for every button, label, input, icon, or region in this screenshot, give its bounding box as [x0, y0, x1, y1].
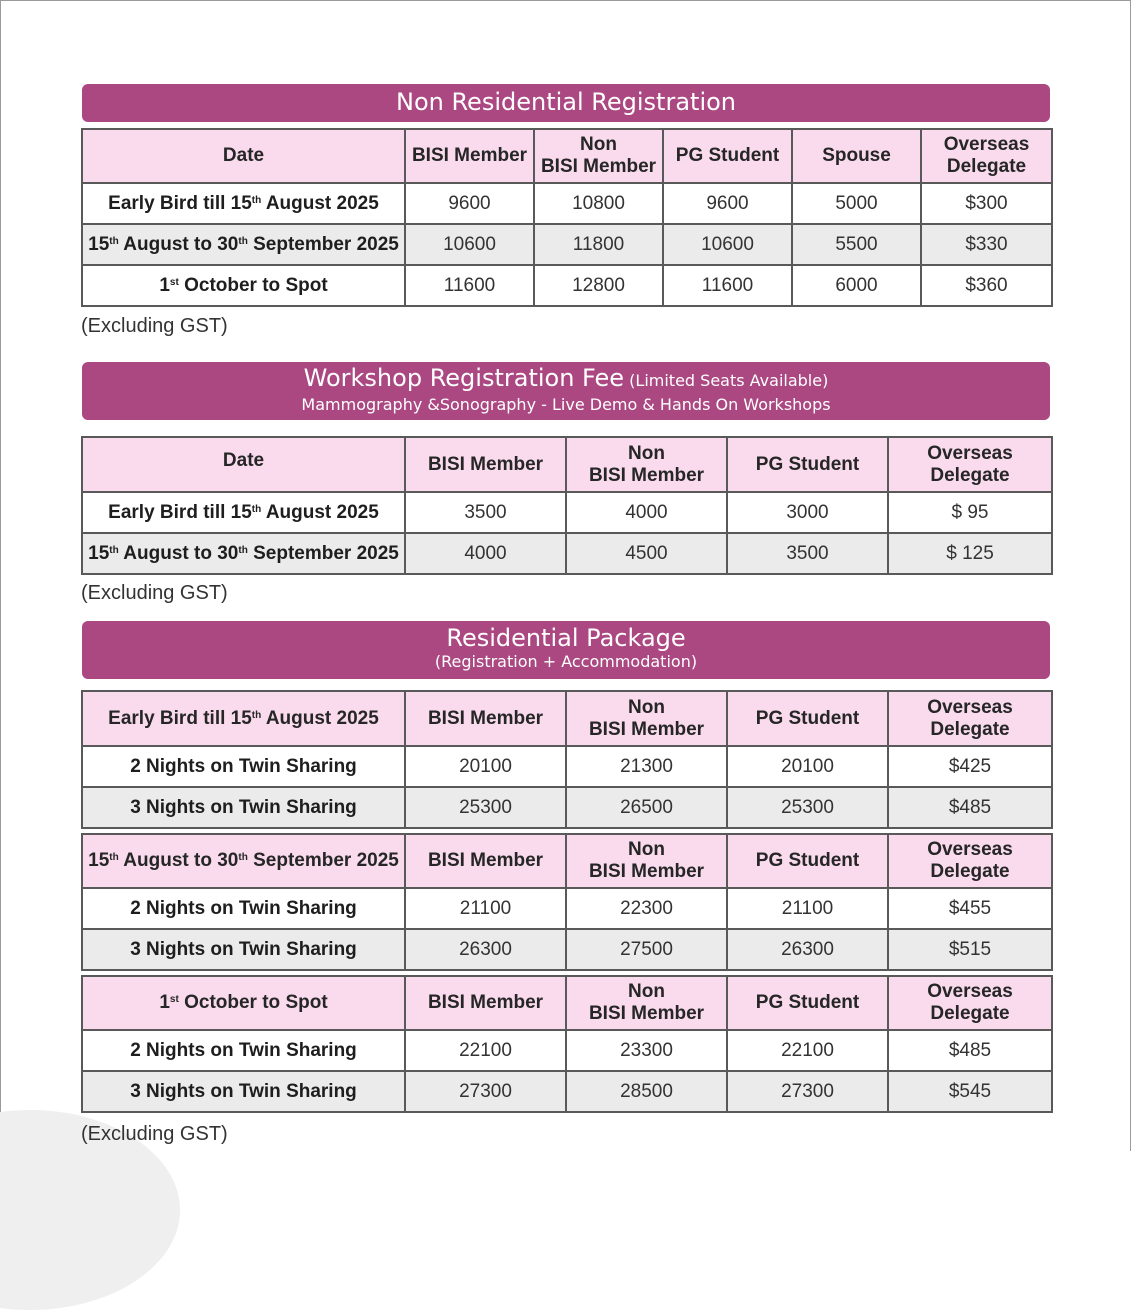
- residential-title: Residential Package: [446, 624, 686, 652]
- period-header: 1st October to Spot: [82, 976, 405, 1030]
- col-header-overseas-delegate: [888, 976, 1052, 1030]
- cell-pg-student: 21100: [727, 888, 888, 929]
- period-header: 15th August to 30th September 2025: [82, 834, 405, 888]
- col-header-non-bisi-member: [566, 834, 727, 888]
- cell-bisi-member: 11600: [405, 265, 534, 306]
- col-header-bisi-member: BISI Member: [405, 976, 566, 1030]
- cell-non-bisi-member: 27500: [566, 929, 727, 970]
- col-header-non-bisi-member: [566, 437, 727, 492]
- table-header-row: [82, 691, 1052, 746]
- residential-table-spot: [81, 975, 1053, 1113]
- workshop-title: Workshop Registration Fee: [303, 364, 625, 392]
- residential-banner: [82, 621, 1050, 679]
- header-line: Non: [628, 442, 665, 464]
- col-header-overseas-delegate: [888, 834, 1052, 888]
- cell-pg-student: 11600: [663, 265, 792, 306]
- header-line: Overseas: [927, 696, 1013, 718]
- gst-note: (Excluding GST): [81, 582, 228, 604]
- header-line: Non: [628, 696, 665, 718]
- cell-bisi-member: 21100: [405, 888, 566, 929]
- header-line: BISI Member: [588, 1003, 705, 1024]
- header-line: Delegate: [930, 861, 1010, 882]
- col-header-overseas-delegate: [888, 691, 1052, 746]
- workshop-subtitle: Mammography &Sonography - Live Demo & Hands On Workshops: [301, 395, 831, 414]
- header-line: Overseas: [927, 442, 1013, 464]
- table-row: [82, 929, 1052, 970]
- table-row: [82, 224, 1052, 265]
- cell-overseas-delegate: $ 95: [888, 492, 1052, 533]
- cell-pg-student: 20100: [727, 746, 888, 787]
- cell-bisi-member: 22100: [405, 1030, 566, 1071]
- cell-non-bisi-member: 26500: [566, 787, 727, 828]
- cell-non-bisi-member: 4000: [566, 492, 727, 533]
- table-row: [82, 492, 1052, 533]
- row-label: 2 Nights on Twin Sharing: [82, 1030, 405, 1071]
- cell-bisi-member: 10600: [405, 224, 534, 265]
- table-row: [82, 1030, 1052, 1071]
- workshop-banner: [82, 362, 1050, 420]
- row-label: 1st October to Spot: [82, 265, 405, 306]
- cell-bisi-member: 9600: [405, 183, 534, 224]
- col-header-bisi-member: BISI Member: [405, 129, 534, 183]
- table-row: [82, 533, 1052, 574]
- col-header-non-bisi-member: [566, 976, 727, 1030]
- header-line: Non: [628, 981, 665, 1002]
- col-header-pg-student: PG Student: [663, 129, 792, 183]
- header-line: Non: [580, 134, 617, 155]
- col-header-overseas-delegate: [921, 129, 1052, 183]
- cell-spouse: 6000: [792, 265, 921, 306]
- table-row: [82, 1071, 1052, 1112]
- header-line: Delegate: [930, 718, 1010, 740]
- row-label: Early Bird till 15th August 2025: [82, 183, 405, 224]
- col-header-bisi-member: BISI Member: [405, 437, 566, 492]
- row-label: 2 Nights on Twin Sharing: [82, 746, 405, 787]
- cell-bisi-member: 25300: [405, 787, 566, 828]
- header-line: BISI Member: [540, 156, 657, 177]
- cell-non-bisi-member: 22300: [566, 888, 727, 929]
- cell-overseas-delegate: $515: [888, 929, 1052, 970]
- header-line: Delegate: [946, 156, 1027, 177]
- cell-overseas-delegate: $545: [888, 1071, 1052, 1112]
- table-header-row: [82, 976, 1052, 1030]
- header-line: Non: [628, 839, 665, 860]
- row-label: 2 Nights on Twin Sharing: [82, 888, 405, 929]
- table-header-row: [82, 437, 1052, 492]
- cell-pg-student: 26300: [727, 929, 888, 970]
- gst-note: (Excluding GST): [81, 1123, 228, 1145]
- cell-bisi-member: 27300: [405, 1071, 566, 1112]
- col-header-pg-student: PG Student: [727, 976, 888, 1030]
- cell-bisi-member: 26300: [405, 929, 566, 970]
- table-header-row: [82, 129, 1052, 183]
- non-residential-banner: [82, 84, 1050, 122]
- cell-non-bisi-member: 21300: [566, 746, 727, 787]
- cell-pg-student: 3500: [727, 533, 888, 574]
- col-header-date: Date: [82, 437, 405, 492]
- cell-non-bisi-member: 23300: [566, 1030, 727, 1071]
- row-label: 3 Nights on Twin Sharing: [82, 1071, 405, 1112]
- table-header-row: [82, 834, 1052, 888]
- col-header-pg-student: PG Student: [727, 691, 888, 746]
- cell-non-bisi-member: 4500: [566, 533, 727, 574]
- table-row: [82, 888, 1052, 929]
- cell-bisi-member: 20100: [405, 746, 566, 787]
- col-header-spouse: Spouse: [792, 129, 921, 183]
- header-line: Overseas: [943, 134, 1030, 155]
- header-line: Delegate: [930, 464, 1010, 486]
- col-header-overseas-delegate: [888, 437, 1052, 492]
- col-header-bisi-member: BISI Member: [405, 691, 566, 746]
- workshop-title-note: (Limited Seats Available): [629, 371, 829, 390]
- cell-pg-student: 27300: [727, 1071, 888, 1112]
- residential-subtitle: (Registration + Accommodation): [434, 652, 698, 671]
- cell-overseas-delegate: $330: [921, 224, 1052, 265]
- table-row: [82, 183, 1052, 224]
- col-header-pg-student: PG Student: [727, 437, 888, 492]
- cell-pg-student: 3000: [727, 492, 888, 533]
- workshop-table: [81, 436, 1053, 575]
- residential-table-mid-period: [81, 833, 1053, 971]
- cell-overseas-delegate: $ 125: [888, 533, 1052, 574]
- table-row: [82, 787, 1052, 828]
- cell-pg-student: 25300: [727, 787, 888, 828]
- cell-overseas-delegate: $300: [921, 183, 1052, 224]
- cell-bisi-member: 3500: [405, 492, 566, 533]
- row-label: 3 Nights on Twin Sharing: [82, 929, 405, 970]
- cell-overseas-delegate: $360: [921, 265, 1052, 306]
- period-header: Early Bird till 15th August 2025: [82, 691, 405, 746]
- col-header-pg-student: PG Student: [727, 834, 888, 888]
- cell-spouse: 5000: [792, 183, 921, 224]
- header-line: BISI Member: [588, 718, 705, 740]
- row-label: 3 Nights on Twin Sharing: [82, 787, 405, 828]
- col-header-date: Date: [82, 129, 405, 183]
- cell-overseas-delegate: $485: [888, 1030, 1052, 1071]
- cell-non-bisi-member: 10800: [534, 183, 663, 224]
- cell-pg-student: 9600: [663, 183, 792, 224]
- col-header-non-bisi-member: [566, 691, 727, 746]
- cell-spouse: 5500: [792, 224, 921, 265]
- cell-pg-student: 10600: [663, 224, 792, 265]
- cell-non-bisi-member: 28500: [566, 1071, 727, 1112]
- table-row: [82, 265, 1052, 306]
- col-header-non-bisi-member: [534, 129, 663, 183]
- cell-overseas-delegate: $455: [888, 888, 1052, 929]
- cell-non-bisi-member: 11800: [534, 224, 663, 265]
- header-line: Delegate: [930, 1003, 1010, 1024]
- cell-overseas-delegate: $425: [888, 746, 1052, 787]
- cell-overseas-delegate: $485: [888, 787, 1052, 828]
- residential-table-early-bird: [81, 690, 1053, 829]
- header-line: Overseas: [927, 839, 1013, 860]
- header-line: Overseas: [927, 981, 1013, 1002]
- header-line: BISI Member: [588, 861, 705, 882]
- cell-pg-student: 22100: [727, 1030, 888, 1071]
- row-label: 15th August to 30th September 2025: [82, 224, 405, 265]
- row-label: 15th August to 30th September 2025: [82, 533, 405, 574]
- gst-note: (Excluding GST): [81, 315, 228, 337]
- non-residential-table: [81, 128, 1053, 307]
- table-row: [82, 746, 1052, 787]
- row-label: Early Bird till 15th August 2025: [82, 492, 405, 533]
- cell-bisi-member: 4000: [405, 533, 566, 574]
- non-residential-title: Non Residential Registration: [395, 88, 737, 116]
- header-line: BISI Member: [588, 464, 705, 486]
- cell-non-bisi-member: 12800: [534, 265, 663, 306]
- col-header-bisi-member: BISI Member: [405, 834, 566, 888]
